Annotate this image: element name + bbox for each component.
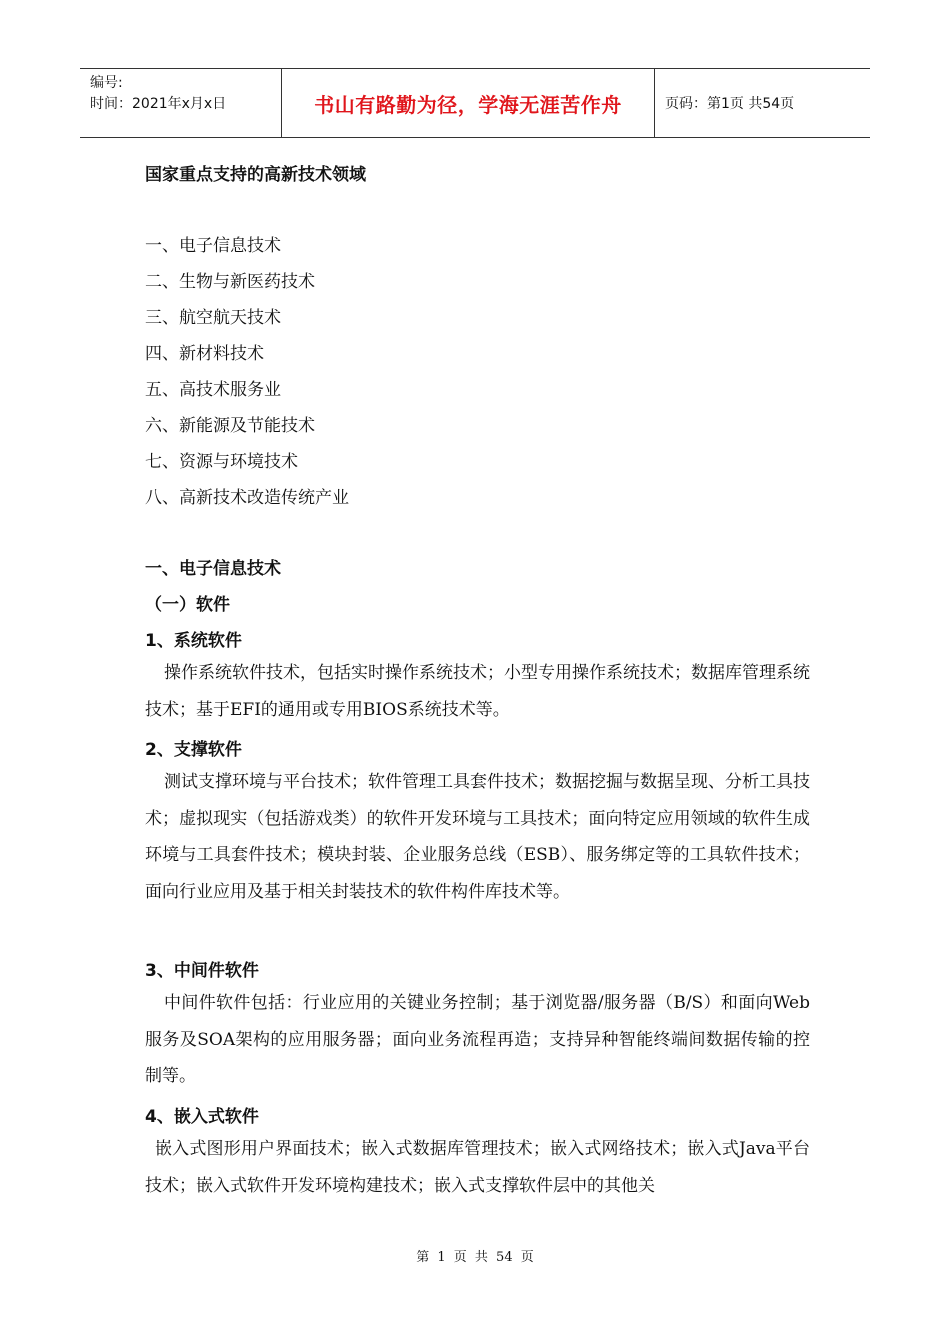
item-paragraph: 操作系统软件技术，包括实时操作系统技术；小型专用操作系统技术；数据库管理系统技术；基于EFI的通用或专用BIOS系统技术等。 — [145, 663, 810, 720]
item-title: 3、中间件软件 — [145, 961, 259, 981]
item-title: 1、系统软件 — [145, 631, 242, 651]
toc-item: 三、航空航天技术 — [145, 308, 281, 328]
item-title: 4、嵌入式软件 — [145, 1107, 259, 1127]
section-heading: 一、电子信息技术 — [145, 559, 281, 579]
toc-item: 一、电子信息技术 — [145, 236, 281, 256]
doc-time-label: 时间：2021年x月x日 — [90, 96, 227, 112]
toc-item: 四、新材料技术 — [145, 344, 264, 364]
item-paragraph: 测试支撑环境与平台技术；软件管理工具套件技术；数据挖掘与数据呈现、分析工具技术；虚拟现实（包括游戏类）的软件开发环境与工具技术；面向特定应用领域的软件生成环境与工具套件技术；模块封装、企业服务总线（ESB）、服务绑定等的工具软件技术；面向行业应用及基于相关封装技术的软件构件库技术等。 — [145, 772, 810, 902]
toc-item: 七、资源与环境技术 — [145, 452, 298, 472]
toc-item: 五、高技术服务业 — [145, 380, 281, 400]
page-footer: 第 1 页 共 54 页 — [416, 1250, 534, 1265]
item-paragraph: 中间件软件包括：行业应用的关键业务控制；基于浏览器/服务器（B/S）和面向Web服务及SOA架构的应用服务器；面向业务流程再造；支持异种智能终端间数据传输的控制等。 — [145, 993, 810, 1086]
toc-item: 二、生物与新医药技术 — [145, 272, 315, 292]
doc-number-label: 编号: — [90, 75, 123, 91]
document-title: 国家重点支持的高新技术领域 — [145, 165, 366, 185]
header-meta — [80, 69, 282, 137]
subsection-heading: （一）软件 — [145, 595, 230, 615]
item-paragraph: 嵌入式图形用户界面技术；嵌入式数据库管理技术；嵌入式网络技术；嵌入式Java平台技术；嵌入式软件开发环境构建技术；嵌入式支撑软件层中的其他关 — [145, 1139, 810, 1196]
page-header — [80, 68, 870, 138]
toc-item: 八、高新技术改造传统产业 — [145, 488, 349, 508]
toc-item: 六、新能源及节能技术 — [145, 416, 315, 436]
header-page-number: 页码：第1页 共54页 — [665, 96, 795, 112]
header-motto: 书山有路勤为径，学海无涯苦作舟 — [282, 69, 655, 137]
item-title: 2、支撑软件 — [145, 740, 242, 760]
